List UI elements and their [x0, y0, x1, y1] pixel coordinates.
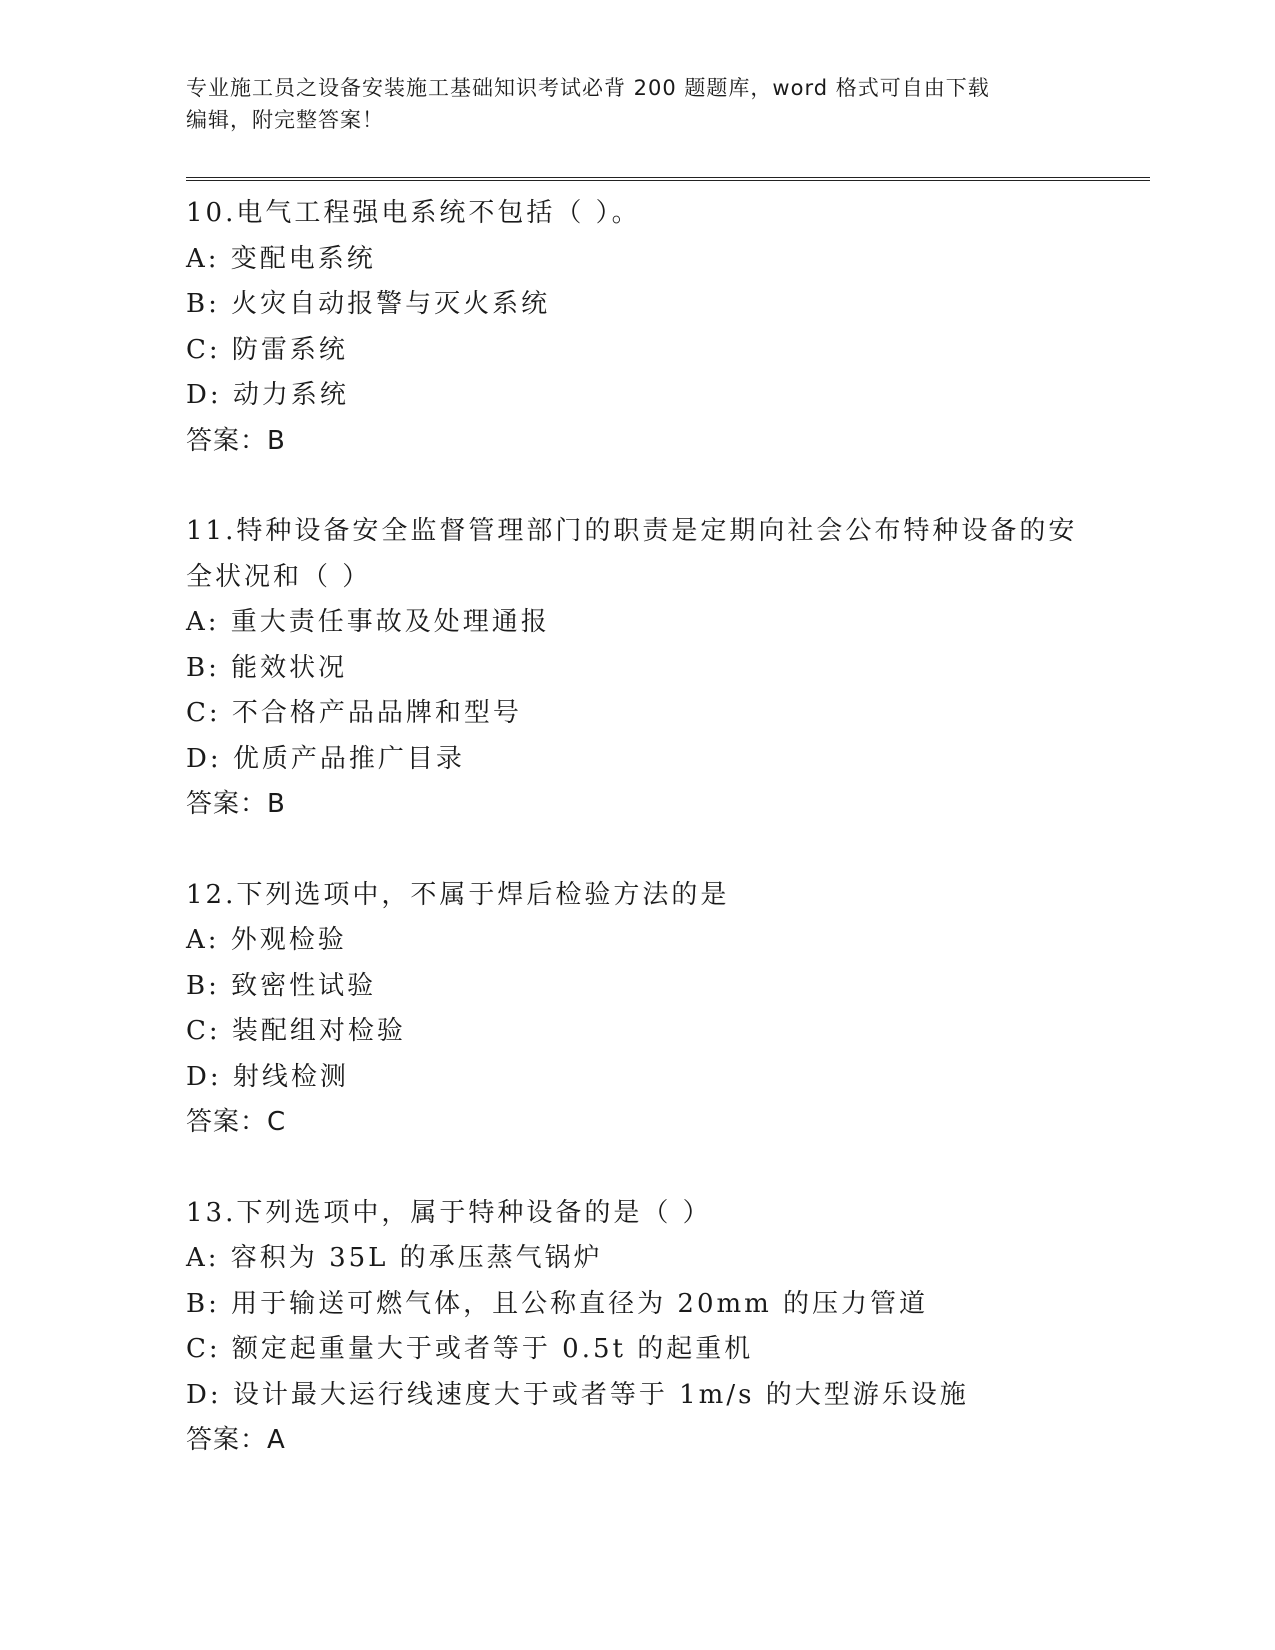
answer-label: 答案：A [186, 1425, 286, 1455]
option-c: C: 不合格产品品牌和型号 [186, 698, 522, 728]
question-13 [186, 1191, 1086, 1464]
header-line-1: 专业施工员之设备安装施工基础知识考试必背 200 题题库，word 格式可自由下载 [186, 76, 990, 100]
question-11 [186, 509, 1086, 828]
answer-label: 答案：B [186, 789, 286, 819]
answer-label: 答案：B [186, 425, 286, 456]
option-d: D: 射线检测 [186, 1061, 349, 1092]
option-d: D: 设计最大运行线速度大于或者等于 1m/s 的大型游乐设施 [186, 1379, 969, 1410]
option-a: A: 重大责任事故及处理通报 [186, 607, 550, 637]
question-stem-line-1: 11.特种设备安全监督管理部门的职责是定期向社会公布特种设备的安 [186, 516, 1078, 546]
option-c: C: 额定起重量大于或者等于 0.5t 的起重机 [186, 1334, 754, 1364]
question-10 [186, 191, 1086, 464]
header-divider [186, 177, 1150, 181]
option-b: B: 致密性试验 [186, 970, 377, 1001]
option-a: A: 外观检验 [186, 925, 347, 955]
answer-label: 答案：C [186, 1107, 287, 1137]
question-stem: 12.下列选项中，不属于焊后检验方法的是 [186, 879, 730, 910]
question-stem-line-2: 全状况和（ ） [186, 561, 372, 592]
page-header [186, 72, 1066, 136]
option-a: A: 变配电系统 [186, 243, 376, 274]
option-b: B: 用于输送可燃气体，且公称直径为 20mm 的压力管道 [186, 1288, 929, 1319]
option-d: D: 动力系统 [186, 380, 349, 410]
option-d: D: 优质产品推广目录 [186, 743, 465, 774]
option-b: B: 能效状况 [186, 652, 348, 683]
option-c: C: 防雷系统 [186, 334, 348, 365]
question-stem: 13.下列选项中，属于特种设备的是（ ） [186, 1197, 712, 1228]
option-b: B: 火灾自动报警与灭火系统 [186, 289, 551, 319]
option-a: A: 容积为 35L 的承压蒸气锅炉 [186, 1243, 603, 1273]
question-stem: 10.电气工程强电系统不包括（ ）。 [186, 198, 641, 228]
question-12 [186, 873, 1086, 1146]
question-list [186, 191, 1086, 1509]
header-line-2: 编辑，附完整答案！ [186, 108, 384, 132]
option-c: C: 装配组对检验 [186, 1016, 406, 1046]
